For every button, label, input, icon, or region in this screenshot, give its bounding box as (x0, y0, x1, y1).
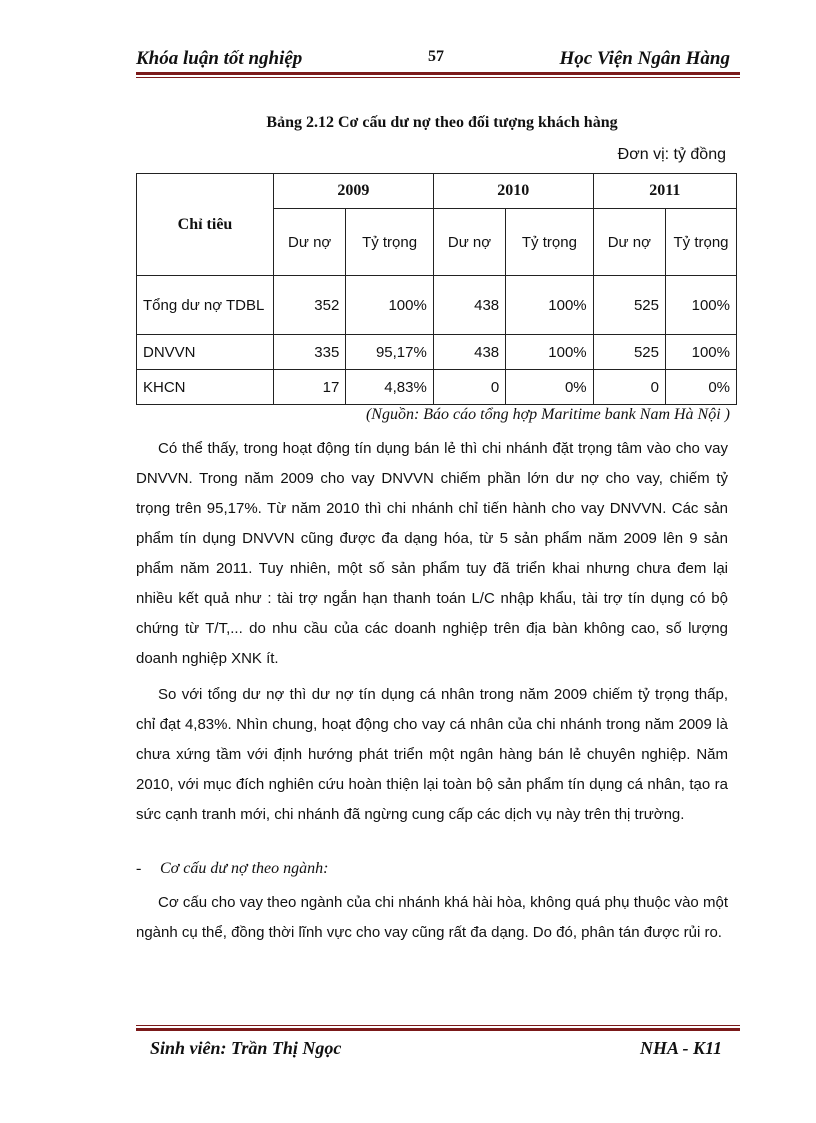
debt-structure-table (136, 173, 737, 405)
table-cell: 525 (593, 335, 665, 370)
header-rule (136, 72, 740, 75)
table-header-row (137, 174, 737, 209)
header-rule-thin (136, 77, 740, 78)
table-cell: 352 (274, 276, 346, 335)
table-cell: 438 (433, 335, 505, 370)
bullet-heading: Cơ cấu dư nợ theo ngành: (160, 860, 329, 877)
table-row (137, 276, 737, 335)
header-institution: Học Viện Ngân Hàng (559, 48, 730, 69)
header-thesis-label: Khóa luận tốt nghiệp (136, 48, 303, 69)
table-cell: 0% (506, 370, 594, 405)
table-row (137, 370, 737, 405)
table-cell: 17 (274, 370, 346, 405)
table-cell: 0% (666, 370, 737, 405)
table-unit: Đơn vị: tỷ đồng (617, 146, 726, 163)
bullet-dash: - (136, 860, 142, 877)
table-cell: 100% (346, 276, 434, 335)
table-cell: 525 (593, 276, 665, 335)
footer-student: Sinh viên: Trần Thị Ngọc (150, 1038, 342, 1058)
footer-rule (136, 1028, 740, 1031)
table-cell: 335 (274, 335, 346, 370)
table-row (137, 335, 737, 370)
table-cell: 0 (593, 370, 665, 405)
paragraph-personal-lending: So với tổng dư nợ thì dư nợ tín dụng cá nhân trong năm 2009 chiếm tỷ trọng thấp, chỉ đạt 4,83%. Nhìn chung, hoạt động cho vay cá nhân của chi nhánh trong năm 2009 là chưa xứng tầm với định hướng phát triển một ngân hàng bán lẻ chuyên nghiệp. Năm 2010, với mục đích nghiên cứu hoàn thiện lại toàn bộ sản phẩm tín dụng cá nhân, tạo ra sức cạnh tranh mới, chi nhánh đã ngừng cung cấp các dịch vụ này trên thị trường. (136, 686, 728, 823)
page-header (136, 48, 730, 70)
table-cell: 100% (506, 335, 594, 370)
page-footer (150, 1038, 722, 1060)
ratio-subheader: Tỷ trọng (506, 209, 594, 276)
table-cell: 95,17% (346, 335, 434, 370)
year-header: 2011 (593, 174, 736, 209)
table-source: (Nguồn: Báo cáo tổng hợp Maritime bank Nam Hà Nội ) (365, 406, 730, 423)
table-cell: 100% (666, 335, 737, 370)
row-label: DNVVN (137, 335, 274, 370)
footer-rule-thin (136, 1025, 740, 1026)
debt-subheader: Dư nợ (433, 209, 505, 276)
ratio-subheader: Tỷ trọng (346, 209, 434, 276)
table-cell: 0 (433, 370, 505, 405)
year-header: 2010 (433, 174, 593, 209)
column-label-header: Chỉ tiêu (137, 174, 274, 276)
ratio-subheader: Tỷ trọng (666, 209, 737, 276)
table-cell: 4,83% (346, 370, 434, 405)
table-title: Bảng 2.12 Cơ cấu dư nợ theo đối tượng khách hàng (266, 114, 618, 131)
table-cell: 100% (506, 276, 594, 335)
year-header: 2009 (274, 174, 434, 209)
debt-subheader: Dư nợ (593, 209, 665, 276)
debt-subheader: Dư nợ (274, 209, 346, 276)
row-label: KHCN (137, 370, 274, 405)
paragraph-sector-structure: Cơ cấu cho vay theo ngành của chi nhánh khá hài hòa, không quá phụ thuộc vào một ngành cụ thể, đồng thời lĩnh vực cho vay cũng rất đa dạng. Do đó, phân tán được rủi ro. (136, 894, 728, 941)
footer-class: NHA - K11 (639, 1038, 722, 1058)
table-cell: 100% (666, 276, 737, 335)
paragraph-sme-lending: Có thể thấy, trong hoạt động tín dụng bán lẻ thì chi nhánh đặt trọng tâm vào cho vay DNVVN. Trong năm 2009 cho vay DNVVN chiếm phần lớn dư nợ cho vay, chiếm tỷ trọng trên 95,17%. Từ năm 2010 thì chi nhánh chỉ tiến hành cho vay DNVVN. Các sản phẩm tín dụng DNVVN cũng được đa dạng hóa, từ 5 sản phẩm năm 2009 lên 9 sản phẩm năm 2011. Tuy nhiên, một số sản phẩm tuy đã triển khai nhưng chưa đem lại nhiều kết quả như : tài trợ ngắn hạn thanh toán L/C nhập khẩu, tài trợ tín dụng có bộ chứng từ T/T,... do nhu cầu của các doanh nghiệp trên địa bàn không cao, số lượng doanh nghiệp XNK ít. (136, 440, 728, 667)
row-label: Tổng dư nợ TDBL (137, 276, 274, 335)
table-cell: 438 (433, 276, 505, 335)
page-number: 57 (428, 48, 444, 65)
